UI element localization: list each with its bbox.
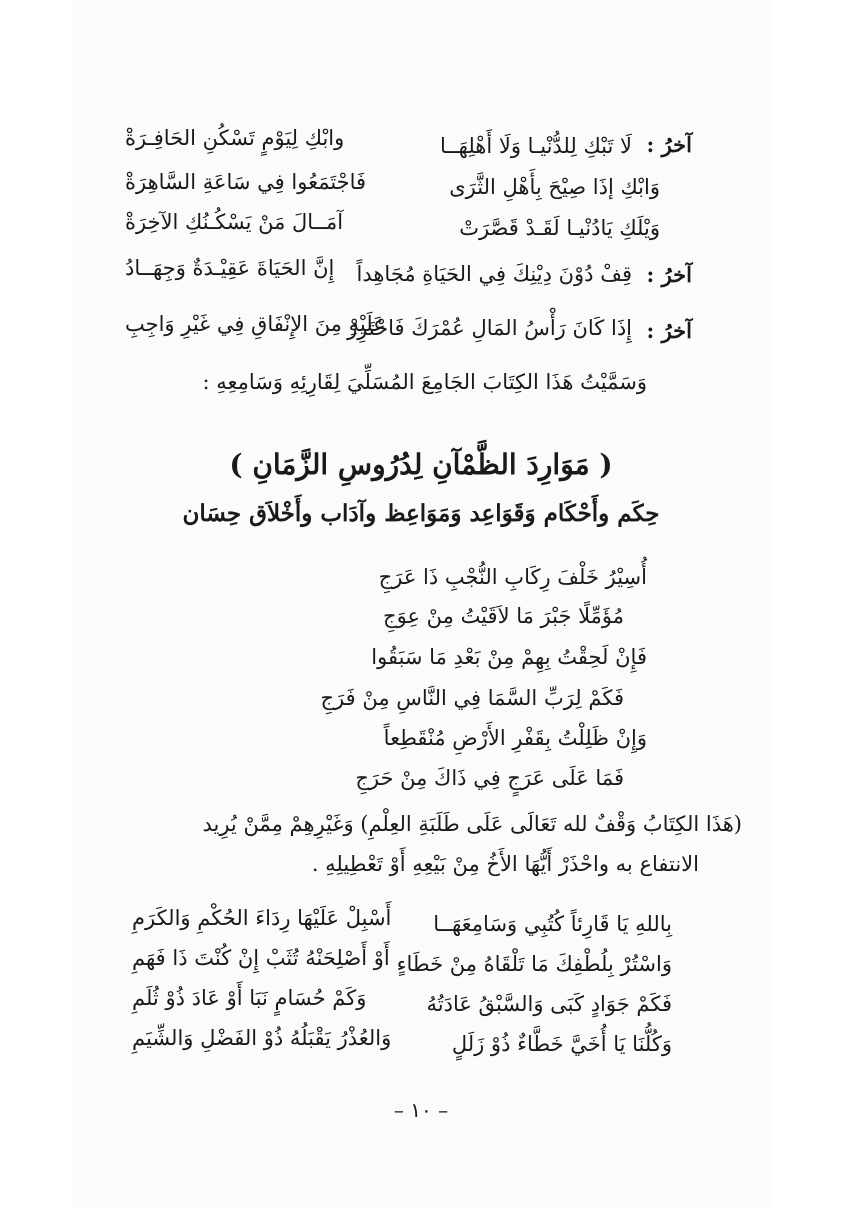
book-subtitle: حِكَم وأَحْكَام وَقَوَاعِد وَمَوَاعِظ وآدَاب وأَخْلاَق حِسَان <box>182 500 660 527</box>
poem-line-1: أُسِيْرُ خَلْفَ رِكَابِ النُّجْبِ ذَا عَرَجِ <box>378 565 647 589</box>
couplet-5-right: إِذَا كَانَ رَأْسُ المَالِ عُمْرَكَ فَاحْتَرِزْ <box>347 316 632 340</box>
couplet-4-right: قِفْ دُوْنَ دِيْنِكَ فِي الحَيَاةِ مُجَاهِداً <box>356 262 632 286</box>
bottom-couplet-3-right: فَكَمْ جَوَادٍ كَبَى وَالسَّبْقُ عَادَتُهُ <box>426 992 672 1016</box>
bottom-couplet-4-right: وَكُلُّنَا يَا أُخَيَّ خَطَّاءٌ ذُوْ زَلَلٍ <box>451 1032 672 1056</box>
bottom-couplet-2-right: وَاسْتُرْ بِلُطْفِكَ مَا تَلْقَاهُ مِنْ خَطَاءٍ <box>396 952 672 976</box>
poem-line-2: مُؤَمِّلًا جَبْرَ مَا لاَقَيْتُ مِنْ عِوَجِ <box>383 604 624 628</box>
waqf-line-1: (هَذَا الكِتَابُ وَقْفٌ لله تَعَالَى عَلَى طَلَبَةِ العِلْمِ) وَغَيْرِهِمْ مِمَّنْ يُرِيد <box>202 812 742 836</box>
poem-line-3: فَإِنْ لَحِقْتُ بِهِمْ مِنْ بَعْدِ مَا سَبَقُوا <box>371 645 647 669</box>
couplet-3-left: آمَــالَ مَنْ يَسْكُـنُكِ الآخِرَةْ <box>125 210 344 234</box>
couplet-2-right: وَابْكِ إذَا صِيْحَ بِأَهْلِ الثَّرَى <box>449 175 660 199</box>
waqf-line-2: الانتفاع به واحْذَرْ أَيُّهَا الأَخُ مِنْ بَيْعِهِ أَوْ تَعْطِيلِهِ . <box>311 852 699 876</box>
couplet-1-right: لَا تَبْكِ لِلدُّنْيـا وَلَا أَهْلِهَــا <box>439 134 632 158</box>
page-number: – ١٠ – <box>393 1098 449 1122</box>
couplet-4-left: إِنَّ الحَيَاةَ عَقِيْـدَةٌ وَجِهَــادُ <box>125 256 335 280</box>
poem-line-6: فَمَا عَلَى عَرَجٍ فِي ذَاكَ مِنْ حَرَجِ <box>355 766 624 790</box>
label-akhar-1: آخرُ : <box>646 132 692 157</box>
poem-line-5: وَإِنْ ظَلِلْتُ بِقَفْرِ الأَرْضِ مُنْقَطِعاً <box>383 726 647 750</box>
label-akhar-2: آخرُ : <box>646 262 692 287</box>
bottom-couplet-1-left: أَسْبِلْ عَلَيْهَا رِدَاءَ الحُكْمِ وَالكَرَمِ <box>132 906 392 930</box>
book-title: ( مَوَارِدَ الظَّمْآنِ لِدُرُوسِ الزَّمَانِ ) <box>229 448 613 481</box>
bottom-couplet-2-left: أَوْ أَصْلِحَنْهُ تُثَبْ إِنْ كُنْتَ ذَا فَهَمِ <box>132 946 390 970</box>
naming-line: وَسَمَّيْتُ هَذَا الكِتَابَ الجَامِعَ المُسَلِّيَ لِقَارِئِهِ وَسَامِعِهِ : <box>202 370 647 394</box>
couplet-2-left: فَاجْتَمَعُوا فِي سَاعَةِ السَّاهِرَةْ <box>125 170 367 194</box>
couplet-1-left: وابْكِ لِيَوْمٍ تَسْكُنِ الحَافِـرَةْ <box>125 126 345 150</box>
couplet-5-left: عَلَيْهِ مِنَ الإِنْفَاقِ فِي غَيْرِ وَاجِبِ <box>125 312 386 336</box>
bottom-couplet-4-left: وَالعُذْرُ يَقْبَلُهُ ذُوْ الفَضْلِ وَالشِّيَمِ <box>132 1026 392 1050</box>
label-akhar-3: آخرُ : <box>646 318 692 343</box>
poem-line-4: فَكَمْ لِرَبِّ السَّمَا فِي النَّاسِ مِنْ فَرَجِ <box>320 686 624 710</box>
bottom-couplet-3-left: وَكَمْ حُسَامٍ نَبَا أَوْ عَادَ ذُوْ ثُلَمِ <box>132 986 367 1010</box>
couplet-3-right: وَيْلَكِ يَادُنْيـا لَقَـدْ قَصَّرَتْ <box>459 216 660 240</box>
bottom-couplet-1-right: بِاللهِ يَا قَارِئاً كُتُبِي وَسَامِعَهَــا <box>433 912 672 936</box>
